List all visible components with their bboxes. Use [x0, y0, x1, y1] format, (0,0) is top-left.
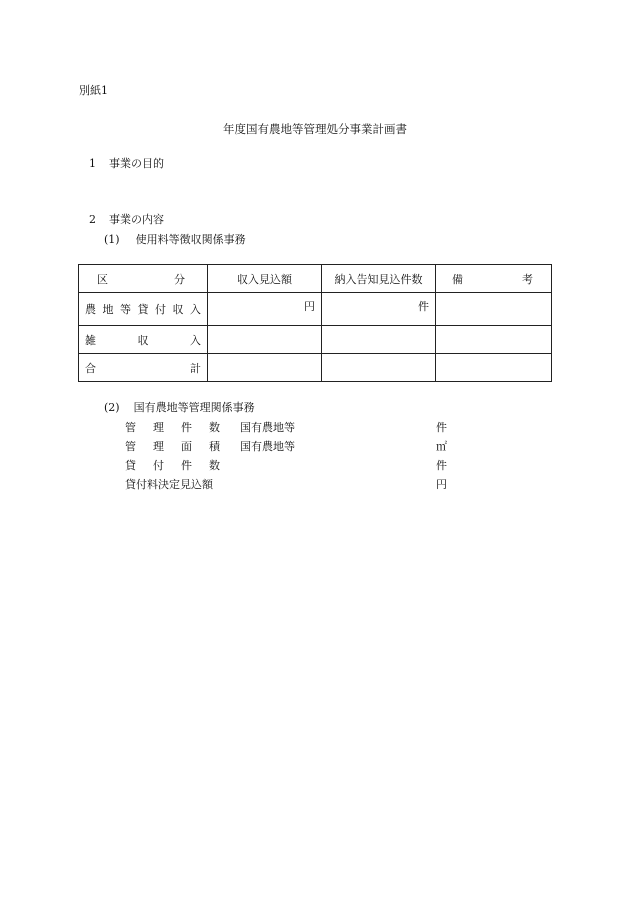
item-label-lease-fee-estimate: 貸付料決定見込額 [125, 478, 213, 491]
table-row [79, 354, 552, 382]
table-header-row [79, 265, 552, 293]
revenue-table [78, 264, 552, 382]
item-unit: 円 [436, 478, 447, 491]
list-item [125, 438, 447, 452]
row-label-total: 合計 [79, 354, 208, 382]
subsection-1-heading [104, 234, 246, 245]
subsection-1-number: (1) [104, 233, 120, 246]
header-remarks: 備 考 [436, 265, 552, 293]
item-label-management-count: 管理件数 [125, 421, 220, 434]
subsection-2-number: (2) [104, 401, 120, 414]
item-unit: 件 [436, 459, 447, 472]
row-label-misc-revenue: 雑収入 [79, 326, 208, 354]
list-item [125, 457, 447, 471]
section-1-number: 1 [89, 157, 96, 170]
section-2-text: 事業の内容 [109, 213, 164, 226]
subsection-2-heading [104, 402, 255, 413]
count-cell [322, 354, 436, 382]
item-unit: 件 [436, 421, 447, 434]
remarks-cell [436, 293, 552, 326]
subsection-1-text: 使用料等徴収関係事務 [135, 233, 246, 246]
table-row [79, 293, 552, 326]
table-row [79, 326, 552, 354]
header-category: 区 分 [79, 265, 208, 293]
row-label-farmland-lease: 農地等貸付収入 [79, 293, 208, 326]
item-label-lease-count: 貸付件数 [125, 459, 220, 472]
annex-label: 別紙1 [79, 84, 108, 97]
item-target: 国有農地等 [240, 421, 295, 434]
remarks-cell [436, 354, 552, 382]
section-1-heading [89, 158, 164, 169]
count-unit-ken: 件 [322, 293, 436, 326]
header-expected-revenue: 収入見込額 [208, 265, 322, 293]
item-label-management-area: 管理面積 [125, 440, 220, 453]
count-cell [322, 326, 436, 354]
section-2-number: 2 [89, 213, 96, 226]
list-item [125, 419, 447, 433]
amount-cell [208, 326, 322, 354]
item-unit: ㎡ [436, 440, 447, 453]
section-2-heading [89, 214, 164, 225]
amount-cell [208, 354, 322, 382]
list-item [125, 476, 447, 490]
subsection-2-text: 国有農地等管理関係事務 [133, 401, 255, 414]
amount-unit-yen: 円 [208, 293, 322, 326]
item-target: 国有農地等 [240, 440, 295, 453]
header-notice-count: 納入告知見込件数 [322, 265, 436, 293]
section-1-text: 事業の目的 [109, 157, 164, 170]
document-title: 年度国有農地等管理処分事業計画書 [223, 122, 407, 136]
remarks-cell [436, 326, 552, 354]
